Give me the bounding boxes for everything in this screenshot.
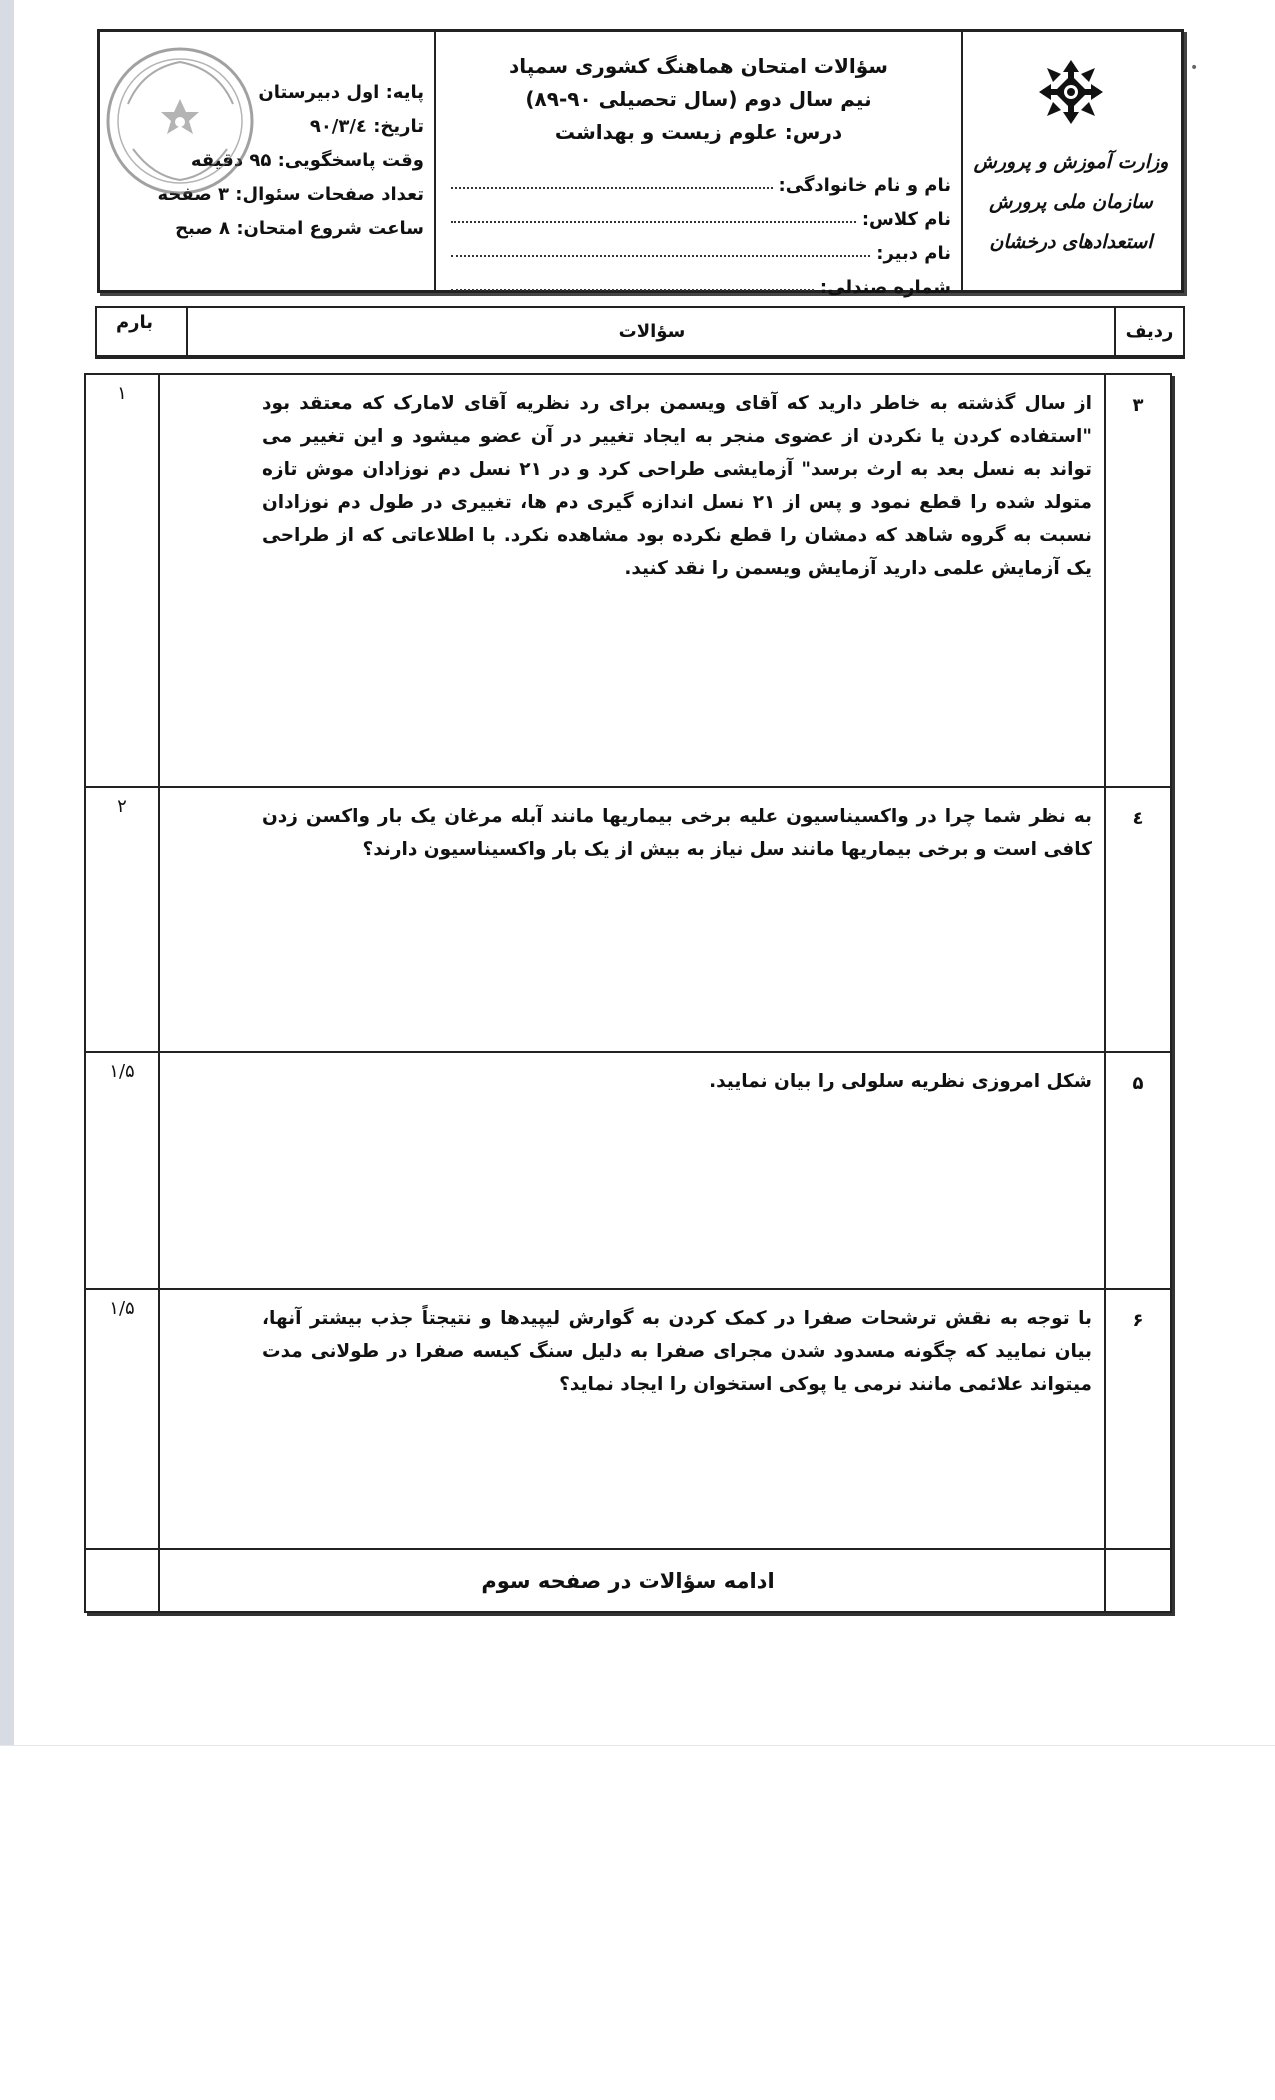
question-row — [86, 788, 1170, 1053]
question-score: ۱/۵ — [86, 1053, 160, 1288]
question-row — [86, 1053, 1170, 1290]
exam-header — [97, 29, 1184, 298]
question-text: از سال گذشته به خاطر دارید که آقای ویسمن برای رد نظریه آقای لامارک که معتقد بود "استفاده کردن یا نکردن از عضوی منجر به ایجاد تغییر در آن عضو میشود و این تغییر می تواند به نسل بعد به ارث برسد" آزمایشی طراحی کرد و در ۲۱ نسل دم نوزادان موش تازه متولد شده را قطع نمود و پس از ۲۱ نسل اندازه گیری دم ها، تغییری در طول دم نوزادان نسبت به گروه شاهد که دمشان را قطع نکرده بود مشاهده نکرد. با اطلاعاتی که از طراحی یک آزمایش علمی دارید آزمایش ویسمن را نقد کنید. — [262, 393, 1092, 579]
exam-meta-cell — [100, 32, 434, 290]
teacher-line — [451, 255, 870, 257]
seal-stamp-icon — [103, 44, 257, 198]
questions-table — [84, 373, 1172, 1613]
class-field[interactable] — [451, 196, 951, 230]
name-line — [451, 187, 773, 189]
question-score: ۱ — [86, 375, 160, 786]
class-line — [451, 221, 856, 223]
seat-number-field[interactable] — [451, 264, 951, 298]
exam-semester: نیم سال دوم (سال تحصیلی ۹۰-۸۹) — [525, 87, 872, 111]
emblem-icon — [1039, 60, 1103, 124]
ministry-name — [961, 142, 1181, 262]
teacher-label: نام دبیر: — [876, 243, 951, 264]
continuation-note: ادامه سؤالات در صفحه سوم — [481, 1568, 775, 1593]
question-text: به نظر شما چرا در واکسیناسیون علیه برخی بیماریها مانند آبله مرغان یک بار واکسن زدن کافی است و برخی بیماریها مانند سل نیاز به بیش از یک بار واکسیناسیون دارند؟ — [262, 806, 1092, 860]
start-time-text: ساعت شروع امتحان: ۸ صبح — [175, 218, 424, 239]
exam-title-block — [436, 50, 961, 149]
question-number: ۵ — [1104, 1053, 1170, 1288]
ministry-logo-cell — [961, 32, 1181, 290]
date-text: تاریخ: ۹۰/۳/٤ — [309, 116, 424, 137]
ministry-line-2: سازمان ملی پرورش استعدادهای درخشان — [989, 191, 1153, 253]
ministry-line-1: وزارت آموزش و پرورش — [973, 151, 1169, 173]
empty-cell — [1104, 1550, 1170, 1611]
question-text: شکل امروزی نظریه سلولی را بیان نمایید. — [709, 1071, 1092, 1092]
table-column-header — [95, 306, 1185, 359]
exam-title: سؤالات امتحان هماهنگ کشوری سمپاد — [509, 54, 888, 78]
question-number: ۶ — [1104, 1290, 1170, 1548]
column-barem: بارم — [115, 312, 154, 333]
grade-text: پایه: اول دبیرستان — [258, 82, 424, 103]
name-field[interactable] — [451, 162, 951, 196]
student-fields — [451, 162, 951, 298]
question-row — [86, 1290, 1170, 1550]
question-number: ٤ — [1104, 788, 1170, 1051]
question-row — [86, 375, 1170, 788]
scan-edge — [0, 0, 14, 1745]
empty-cell — [86, 1550, 160, 1611]
exam-course: درس: علوم زیست و بهداشت — [554, 120, 843, 144]
class-label: نام کلاس: — [861, 209, 951, 230]
teacher-field[interactable] — [451, 230, 951, 264]
question-number: ۳ — [1104, 375, 1170, 786]
question-score: ۱/۵ — [86, 1290, 160, 1548]
name-label: نام و نام خانوادگی: — [778, 175, 951, 196]
column-radif: ردیف — [1114, 308, 1183, 355]
page-count-text: تعداد صفحات سئوال: ۳ صفحه — [157, 184, 424, 205]
question-text: با توجه به نقش ترشحات صفرا در کمک کردن به گوارش لیپیدها و نتیجتاً جذب بیشتر آنها، بیان نمایید که چگونه مسدود شدن مجرای صفرا به دلیل سنگ کیسه صفرا در طولانی مدت میتواند علائمی مانند نرمی یا پوکی استخوان را ایجاد نماید؟ — [262, 1308, 1092, 1395]
duration-text: وقت پاسخگویی: ۹۵ دقیقه — [190, 150, 424, 171]
column-questions: سؤالات — [186, 308, 1116, 355]
seat-number-line — [451, 289, 814, 291]
continuation-row — [86, 1550, 1170, 1611]
seat-number-label: شماره صندلی: — [819, 277, 951, 298]
question-score: ۲ — [86, 788, 160, 1051]
scan-mark: • — [1190, 60, 1199, 76]
exam-title-cell — [434, 32, 961, 298]
